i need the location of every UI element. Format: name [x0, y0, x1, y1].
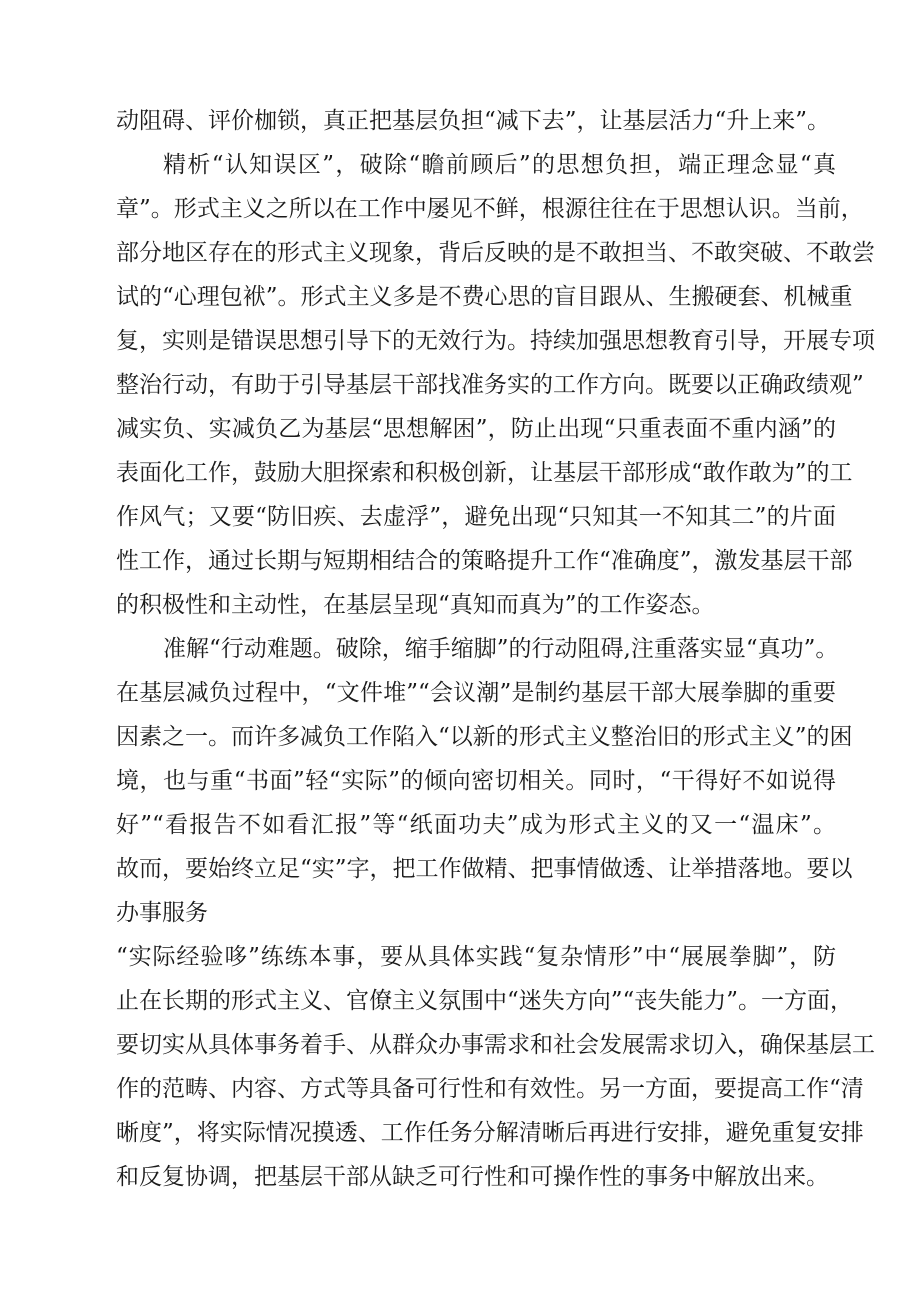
text-line: 作的范畴、内容、方式等具备可行性和有效性。另一方面，要提高工作“清 [116, 1076, 864, 1102]
text-line: 整治行动，有助于引导基层干部找准务实的工作方向。既要以正确政绩观” [116, 372, 864, 398]
text-line: 复，实则是错误思想引导下的无效行为。持续加强思想教育引导，开展专项 [116, 328, 875, 354]
text-line: 晰度”，将实际情况摸透、工作任务分解清晰后再进行安排，避免重复安排 [116, 1120, 864, 1146]
text-line: “实际经验哆”练练本事，要从具体实践“复杂情形”中“展展拳脚”，防 [116, 944, 836, 970]
text-line: 表面化工作，鼓励大胆探索和积极创新，让基层干部形成“敢作敢为”的工 [116, 460, 853, 486]
text-line: 部分地区存在的形式主义现象，背后反映的是不敢担当、不敢突破、不敢尝 [116, 240, 875, 266]
text-line: 故而，要始终立足“实”字，把工作做精、把事情做透、让举措落地。要以 [116, 856, 853, 882]
text-line: 要切实从具体事务着手、从群众办事需求和社会发展需求切入，确保基层工 [116, 1032, 875, 1058]
text-line: 性工作，通过长期与短期相结合的策略提升工作“准确度”，激发基层干部 [116, 548, 853, 574]
text-line: 境，也与重“书面”轻“实际”的倾向密切相关。同时，“干得好不如说得 [116, 768, 836, 794]
text-line: 办事服务 [116, 900, 208, 926]
text-line: 减实负、实减负乙为基层“思想解困”，防止出现“只重表面不重内涵”的 [116, 416, 836, 442]
text-line: 动阻碍、评价枷锁，真正把基层负担“减下去”，让基层活力“升上来”。 [116, 108, 831, 134]
text-line: 因素之一。而许多减负工作陷入“以新的形式主义整治旧的形式主义”的困 [116, 724, 853, 750]
text-line: 在基层减负过程中，“文件堆”“会议潮”是制约基层干部大展拳脚的重要 [116, 680, 836, 706]
text-line: 的积极性和主动性，在基层呈现“真知而真为”的工作姿态。 [116, 592, 715, 618]
text-line: 好”“看报告不如看汇报”等“纸面功夫”成为形式主义的又一“温床”。 [116, 812, 836, 838]
text-line: 作风气；又要“防旧疾、去虚浮”，避免出现“只知其一不知其二”的片面 [116, 504, 836, 530]
text-line: 止在长期的形式主义、官僚主义氛围中“迷失方向”“丧失能力”。一方面， [116, 988, 854, 1014]
text-line: 章”。形式主义之所以在工作中屡见不鲜，根源往往在于思想认识。当前， [116, 196, 864, 222]
text-line: 试的“心理包袱”。形式主义多是不费心思的盲目跟从、生搬硬套、机械重 [116, 284, 853, 310]
paragraph-first-line: 精析“认知误区”，破除“瞻前顾后”的思想负担，端正理念显“真 [163, 152, 836, 178]
paragraph-first-line: 准解“行动难题。破除，缩手缩脚”的行动阻碍,注重落实显“真功”。 [163, 636, 839, 662]
text-line: 和反复协调，把基层干部从缺乏可行性和可操作性的事务中解放出来。 [116, 1164, 829, 1190]
